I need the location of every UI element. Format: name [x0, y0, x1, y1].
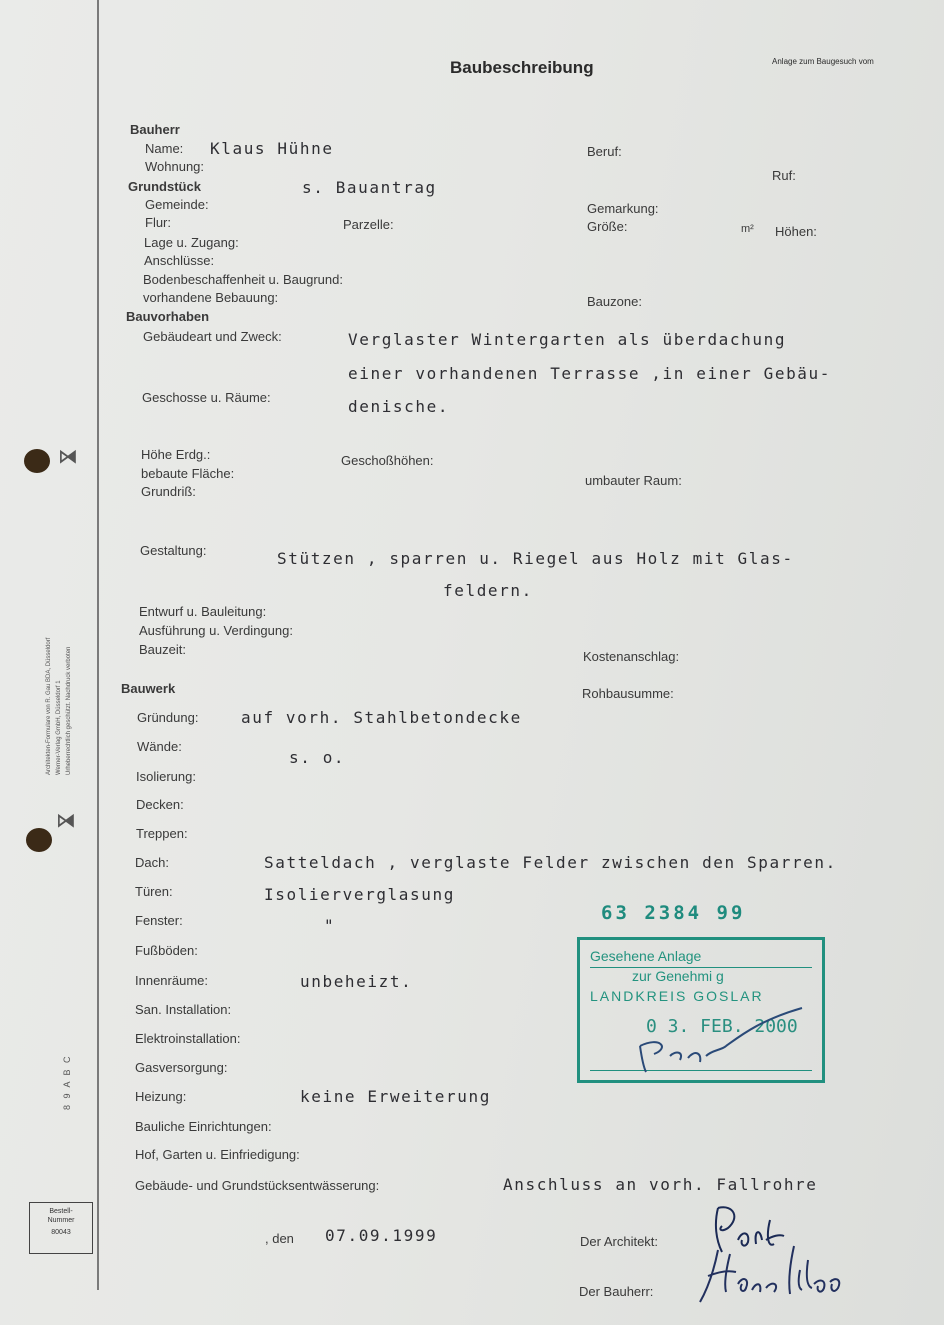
- umbauter-raum-label: umbauter Raum:: [585, 473, 682, 488]
- hoehen-label: Höhen:: [775, 224, 817, 239]
- stamp-line-1: Gesehene Anlage: [590, 948, 702, 964]
- m2-label: m²: [741, 223, 754, 235]
- waende-value: s. o.: [289, 748, 346, 767]
- file-number: 63 2384 99: [601, 902, 746, 924]
- fussboeden-label: Fußböden:: [135, 943, 198, 958]
- order-number: 80043: [51, 1229, 71, 1236]
- bauherr-sign-label: Der Bauherr:: [579, 1284, 654, 1299]
- section-grundstueck: Grundstück: [128, 179, 201, 194]
- elektro-label: Elektroinstallation:: [135, 1031, 241, 1046]
- art-label: Gebäudeart und Zweck:: [143, 329, 282, 344]
- architekt-label: Der Architekt:: [580, 1234, 659, 1249]
- parzelle-label: Parzelle:: [343, 217, 394, 232]
- order-label: Bestell-: [49, 1208, 73, 1215]
- gasversorgung-label: Gasversorgung:: [135, 1060, 228, 1075]
- art-line-3: denische.: [348, 397, 450, 416]
- hof-garten-label: Hof, Garten u. Einfriedigung:: [135, 1147, 300, 1162]
- margin-rule: [97, 0, 99, 1290]
- hole-mark-icon: ⧒: [56, 808, 76, 832]
- bauzone-label: Bauzone:: [587, 294, 642, 309]
- rohbausumme-label: Rohbausumme:: [582, 686, 674, 701]
- fenster-label: Fenster:: [135, 913, 183, 928]
- annex-note: Anlage zum Baugesuch vom: [772, 57, 874, 66]
- gruendung-value: auf vorh. Stahlbetondecke: [241, 708, 522, 727]
- dach-label: Dach:: [135, 855, 169, 870]
- lage-label: Lage u. Zugang:: [144, 235, 239, 250]
- form-code: 8 9 A B C: [62, 1054, 72, 1110]
- grundstueck-value: s. Bauantrag: [302, 178, 437, 197]
- kostenanschlag-label: Kostenanschlag:: [583, 649, 680, 664]
- stamp-date: 0 3. FEB. 2000: [646, 1016, 798, 1037]
- beruf-label: Beruf:: [587, 144, 622, 159]
- heizung-label: Heizung:: [135, 1089, 187, 1104]
- tueren-value: Isolierverglasung: [264, 885, 455, 904]
- copyright-note: Urheberrechtlich geschützt. Nachdruck verboten: [66, 646, 72, 775]
- name-value: Klaus Hühne: [210, 139, 334, 158]
- entwaesserung-value: Anschluss an vorh. Fallrohre: [503, 1175, 818, 1194]
- order-number-box: [29, 1202, 93, 1254]
- publisher-imprint-2: Werner-Verlag GmbH, Düsseldorf 1: [56, 680, 62, 775]
- anschluesse-label: Anschlüsse:: [144, 253, 215, 268]
- treppen-label: Treppen:: [136, 826, 188, 841]
- geschosshoehen-label: Geschoßhöhen:: [341, 453, 434, 468]
- san-installation-label: San. Installation:: [135, 1002, 232, 1017]
- stamp-line-3: LANDKREIS GOSLAR: [590, 988, 764, 1004]
- page-title: Baubeschreibung: [450, 58, 594, 77]
- waende-label: Wände:: [137, 739, 182, 754]
- date-value: 07.09.1999: [325, 1226, 438, 1245]
- geschosse-label: Geschosse u. Räume:: [142, 390, 271, 405]
- punch-hole-top: [24, 449, 50, 473]
- section-bauherr: Bauherr: [130, 122, 180, 137]
- section-bauwerk: Bauwerk: [121, 681, 176, 696]
- punch-hole-bottom: [26, 828, 52, 852]
- decken-label: Decken:: [136, 797, 184, 812]
- hoehe-erdg-label: Höhe Erdg.:: [141, 447, 211, 462]
- entwurf-label: Entwurf u. Bauleitung:: [139, 604, 267, 619]
- ausfuehrung-label: Ausführung u. Verdingung:: [139, 623, 293, 638]
- name-label: Name:: [145, 141, 184, 156]
- bebaute-flaeche-label: bebaute Fläche:: [141, 466, 235, 481]
- gestaltung-line-1: Stützen , sparren u. Riegel aus Holz mit Glas-: [277, 549, 794, 568]
- tueren-label: Türen:: [135, 884, 173, 899]
- fenster-value: ": [324, 916, 336, 935]
- isolierung-label: Isolierung:: [136, 769, 196, 784]
- heizung-value: keine Erweiterung: [300, 1087, 491, 1106]
- einrichtungen-label: Bauliche Einrichtungen:: [135, 1119, 272, 1134]
- section-bauvorhaben: Bauvorhaben: [126, 309, 210, 324]
- gemarkung-label: Gemarkung:: [587, 201, 659, 216]
- boden-label: Bodenbeschaffenheit u. Baugrund:: [143, 272, 343, 287]
- entwaesserung-label: Gebäude- und Grundstücksentwässerung:: [135, 1178, 380, 1193]
- gemeinde-label: Gemeinde:: [145, 197, 209, 212]
- dach-value: Satteldach , verglaste Felder zwischen den Sparren.: [264, 853, 837, 872]
- gruendung-label: Gründung:: [137, 710, 199, 725]
- approval-stamp: [577, 937, 825, 1083]
- groesse-label: Größe:: [587, 219, 628, 234]
- innenraeume-value: unbeheizt.: [300, 972, 413, 991]
- den-label: , den: [265, 1231, 294, 1246]
- ruf-label: Ruf:: [772, 168, 796, 183]
- order-label-2: Nummer: [47, 1217, 75, 1224]
- wohnung-label: Wohnung:: [145, 159, 205, 174]
- art-line-1: Verglaster Wintergarten als überdachung: [348, 330, 787, 349]
- stamp-signature: [630, 1006, 810, 1076]
- flur-label: Flur:: [145, 215, 171, 230]
- publisher-imprint: Architekten-Formulare von R. Gau BDA, Düsseldorf: [46, 637, 52, 775]
- gestaltung-label: Gestaltung:: [140, 543, 207, 558]
- innenraeume-label: Innenräume:: [135, 973, 208, 988]
- stamp-line-2: zur Genehmi g: [632, 968, 724, 984]
- bebauung-label: vorhandene Bebauung:: [143, 290, 279, 305]
- owner-signature: [690, 1240, 860, 1310]
- art-line-2: einer vorhandenen Terrasse ,in einer Gebäu-: [348, 364, 832, 383]
- gestaltung-line-2: feldern.: [443, 581, 533, 600]
- hole-mark-icon: ⧒: [58, 444, 78, 468]
- grundriss-label: Grundriß:: [141, 484, 196, 499]
- bauzeit-label: Bauzeit:: [139, 642, 186, 657]
